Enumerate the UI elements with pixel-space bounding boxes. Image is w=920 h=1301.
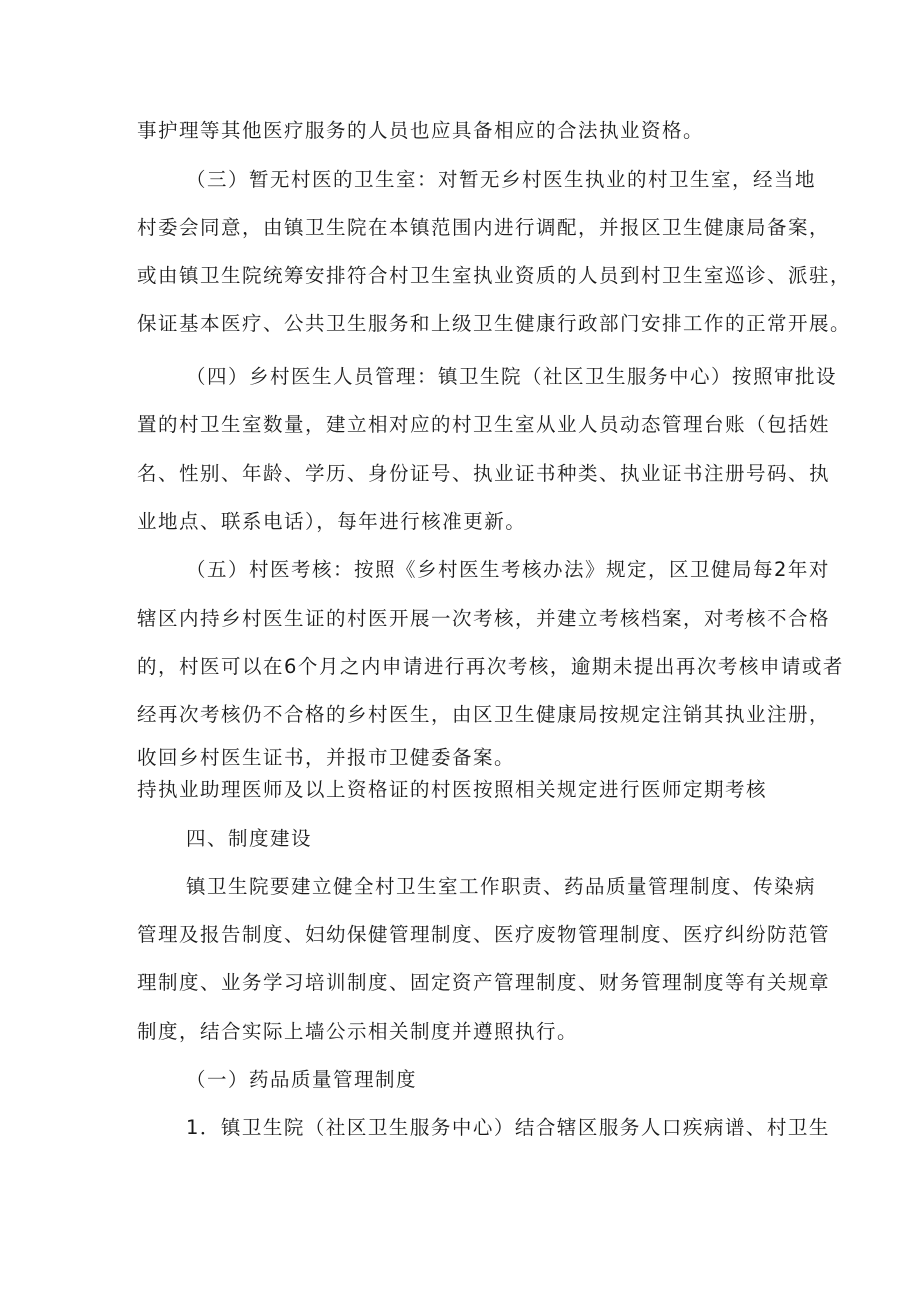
paragraph-line: 制度，结合实际上墙公示相关制度并遵照执行。 (137, 1020, 579, 1043)
paragraph-line: 置的村卫生室数量，建立相对应的村卫生室从业人员动态管理台账（包括姓 (137, 413, 831, 436)
paragraph-line: 理制度、业务学习培训制度、固定资产管理制度、财务管理制度等有关规章 (137, 971, 831, 994)
paragraph-line: 辖区内持乡村医生证的村医开展一次考核，并建立考核档案，对考核不合格 (137, 607, 831, 630)
paragraph-line: 经再次考核仍不合格的乡村医生，由区卫生健康局按规定注销其执业注册， (137, 703, 831, 726)
paragraph-line: 业地点、联系电话），每年进行核准更新。 (137, 510, 527, 533)
paragraph-line: 名、性别、年龄、学历、身份证号、执业证书种类、执业证书注册号码、执 (137, 462, 831, 485)
section-heading-line: （三）暂无村医的卫生室：对暂无乡村医生执业的村卫生室，经当地 (186, 168, 817, 191)
paragraph-line: 持执业助理医师及以上资格证的村医按照相关规定进行医师定期考核 (137, 778, 768, 801)
paragraph-line: 事护理等其他医疗服务的人员也应具备相应的合法执业资格。 (137, 119, 705, 142)
paragraph-line: 村委会同意，由镇卫生院在本镇范围内进行调配，并报区卫生健康局备案， (137, 216, 831, 239)
paragraph-line: 收回乡村医生证书，并报市卫健委备案。 (137, 746, 516, 769)
paragraph-line: 镇卫生院要建立健全村卫生室工作职责、药品质量管理制度、传染病 (186, 875, 817, 898)
chapter-heading: 四、制度建设 (186, 827, 313, 850)
paragraph-line: 的，村医可以在6个月之内申请进行再次考核，逾期未提出再次考核申请或者 (137, 655, 844, 678)
paragraph-line: 或由镇卫生院统筹安排符合村卫生室执业资质的人员到村卫生室巡诊、派驻， (137, 264, 852, 287)
subsection-heading: （一）药品质量管理制度 (186, 1068, 418, 1091)
section-heading-line: （四）乡村医生人员管理：镇卫生院（社区卫生服务中心）按照审批设 (186, 365, 838, 388)
paragraph-line: 保证基本医疗、公共卫生服务和上级卫生健康行政部门安排工作的正常开展。 (137, 312, 852, 335)
list-item-line: 1．镇卫生院（社区卫生服务中心）结合辖区服务人口疾病谱、村卫生 (186, 1116, 830, 1139)
section-heading-line: （五）村医考核：按照《乡村医生考核办法》规定，区卫健局每2年对 (186, 558, 830, 581)
paragraph-line: 管理及报告制度、妇幼保健管理制度、医疗废物管理制度、医疗纠纷防范管 (137, 923, 831, 946)
